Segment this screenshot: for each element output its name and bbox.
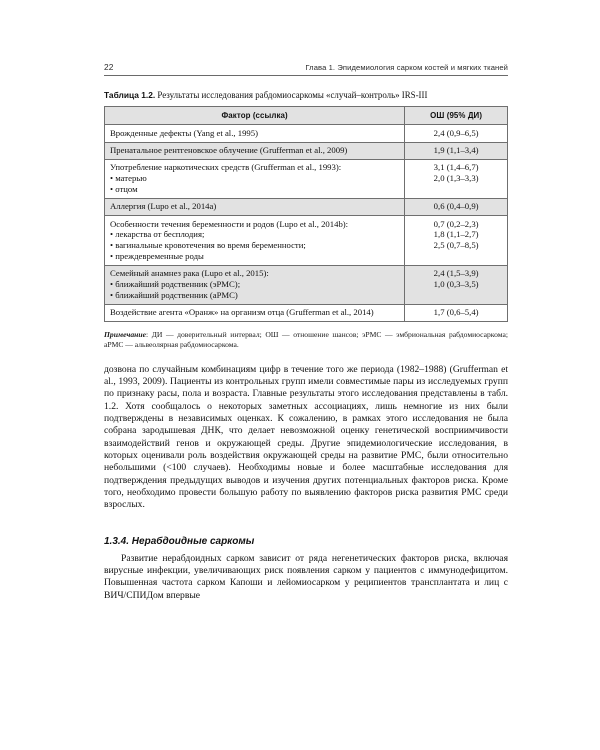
odds-ratio-value: 2,5 (0,7–8,5) [433, 240, 479, 251]
table-caption-label: Таблица 1.2. [104, 90, 156, 100]
factor-bullet-item: • лекарства от бесплодия; [110, 229, 399, 240]
factor-text: Особенности течения беременности и родов (Lupo et al., 2014b): [110, 218, 349, 229]
cell-factor [105, 142, 405, 159]
table-row [105, 304, 508, 321]
odds-ratio-value: 0,6 (0,4–0,9) [433, 201, 479, 212]
odds-ratio-values [410, 145, 502, 156]
table-note-label: Примечание [104, 329, 146, 339]
table-row [105, 142, 508, 159]
cell-odds-ratio [405, 265, 508, 304]
table-row [105, 216, 508, 266]
cell-odds-ratio [405, 198, 508, 215]
odds-ratio-value: 3,1 (1,4–6,7) [433, 162, 479, 173]
table-caption-text: Результаты исследования рабдомиосаркомы «случай–контроль» IRS-III [155, 90, 428, 100]
odds-ratio-value: 1,0 (0,3–3,5) [433, 278, 479, 289]
cell-factor [105, 159, 405, 198]
table-row [105, 159, 508, 198]
risk-factor-table [104, 106, 508, 322]
odds-ratio-value: 2,0 (1,3–3,3) [433, 173, 479, 184]
factor-bullet-item: • ближайший родственник (эРМС); [110, 279, 399, 290]
page-number: 22 [104, 62, 114, 72]
cell-factor [105, 125, 405, 142]
odds-ratio-value: 0,7 (0,2–2,3) [433, 218, 479, 229]
odds-ratio-values [410, 307, 502, 318]
cell-odds-ratio [405, 304, 508, 321]
cell-odds-ratio [405, 159, 508, 198]
section-heading: 1.3.4. Нерабдоидные саркомы [104, 535, 255, 547]
table-header [105, 106, 508, 125]
table-row [105, 198, 508, 215]
odds-ratio-value: 2,4 (1,5–3,9) [433, 268, 479, 279]
factor-bullet-item: • ближайший родственник (аРМС) [110, 290, 399, 301]
table-note [104, 330, 508, 350]
table-row [105, 265, 508, 304]
odds-ratio-values [410, 162, 502, 184]
factor-bullet-item: • отцом [110, 184, 399, 195]
table-row [105, 125, 508, 142]
factor-text: Воздействие агента «Оранж» на организм отца (Grufferman et al., 2014) [110, 307, 374, 318]
odds-ratio-value: 1,7 (0,6–5,4) [433, 307, 479, 318]
factor-bullet-item: • преждевременные роды [110, 251, 399, 262]
factor-bullet-list [110, 173, 399, 195]
column-header-factor: Фактор (ссылка) [105, 106, 405, 125]
table-header-row [105, 106, 508, 125]
factor-text: Семейный анамнез рака (Lupo et al., 2015): [110, 268, 269, 279]
factor-text: Употребление наркотических средств (Grufferman et al., 1993): [110, 162, 342, 173]
table-body [105, 125, 508, 321]
factor-bullet-list [110, 279, 399, 301]
odds-ratio-values [410, 219, 502, 251]
odds-ratio-value: 2,4 (0,9–6,5) [433, 127, 479, 138]
column-header-or: ОШ (95% ДИ) [405, 106, 508, 125]
cell-odds-ratio [405, 216, 508, 266]
factor-text: Аллергия (Lupo et al., 2014a) [110, 201, 217, 212]
odds-ratio-value: 1,8 (1,1–2,7) [433, 229, 479, 240]
table-caption [104, 90, 508, 102]
odds-ratio-value: 1,9 (1,1–3,4) [433, 145, 479, 156]
factor-bullet-item: • вагинальные кровотечения во время беременности; [110, 240, 399, 251]
odds-ratio-values [410, 201, 502, 212]
cell-factor [105, 265, 405, 304]
cell-factor [105, 216, 405, 266]
factor-text: Врожденные дефекты (Yang et al., 1995) [110, 127, 258, 138]
factor-bullet-list [110, 229, 399, 261]
header-divider [104, 75, 508, 76]
body-paragraph-2: Развитие нерабдоидных сарком зависит от ряда негенетических факторов риска, включая вирусные инфекции, увеличивающих риск появления сарком у пациентов с иммунодефицитом. Повышенная частота сарком Капоши и лейомиосарком у реципиентов трансплантата и лиц с ВИЧ/СПИДом впервые [104, 552, 508, 601]
odds-ratio-values [410, 128, 502, 139]
cell-odds-ratio [405, 142, 508, 159]
chapter-title: Глава 1. Эпидемиология сарком костей и мягких тканей [305, 63, 508, 72]
cell-factor [105, 304, 405, 321]
cell-factor [105, 198, 405, 215]
table-note-text: : ДИ — доверительный интервал; ОШ — отношение шансов; эРМС — эмбриональная рабдомиосаркома; аРМС — альвеолярная рабдомиосаркома. [104, 329, 508, 349]
factor-bullet-item: • матерью [110, 173, 399, 184]
running-head [104, 62, 508, 75]
body-paragraph-1: дозвона по случайным комбинациям цифр в течение того же периода (1982–1988) (Grufferman et al., 1993, 2009). Пациенты из контрольных групп имели совместимые пары из исследуемых групп по признаку расы, пола и возраста. Главные результаты этого исследования представлены в табл. 1.2. Хотя сообщалось о некоторых заметных ассоциациях, лишь немногие из них были подтверждены в независимых оценках. К сожалению, в рамках этого исследования не была собрана зародышевая ДНК, что делает невозможной оценку генетической восприимчивости взаимодействий генов и окружающей среды. Другие эпидемиологические исследования, в которых оценивали роль воздействия окружающей среды на развитие РМС, были относительно небольшими (<100 случаев). Необходимы новые и более масштабные исследования для подтверждения предыдущих выводов и изучения других потенциальных факторов риска. Кроме того, необходимо провести большую работу по выявлению факторов риска развития РМС среди взрослых. [104, 363, 508, 511]
odds-ratio-values [410, 268, 502, 290]
cell-odds-ratio [405, 125, 508, 142]
factor-text: Пренатальное рентгеновское облучение (Grufferman et al., 2009) [110, 145, 348, 156]
